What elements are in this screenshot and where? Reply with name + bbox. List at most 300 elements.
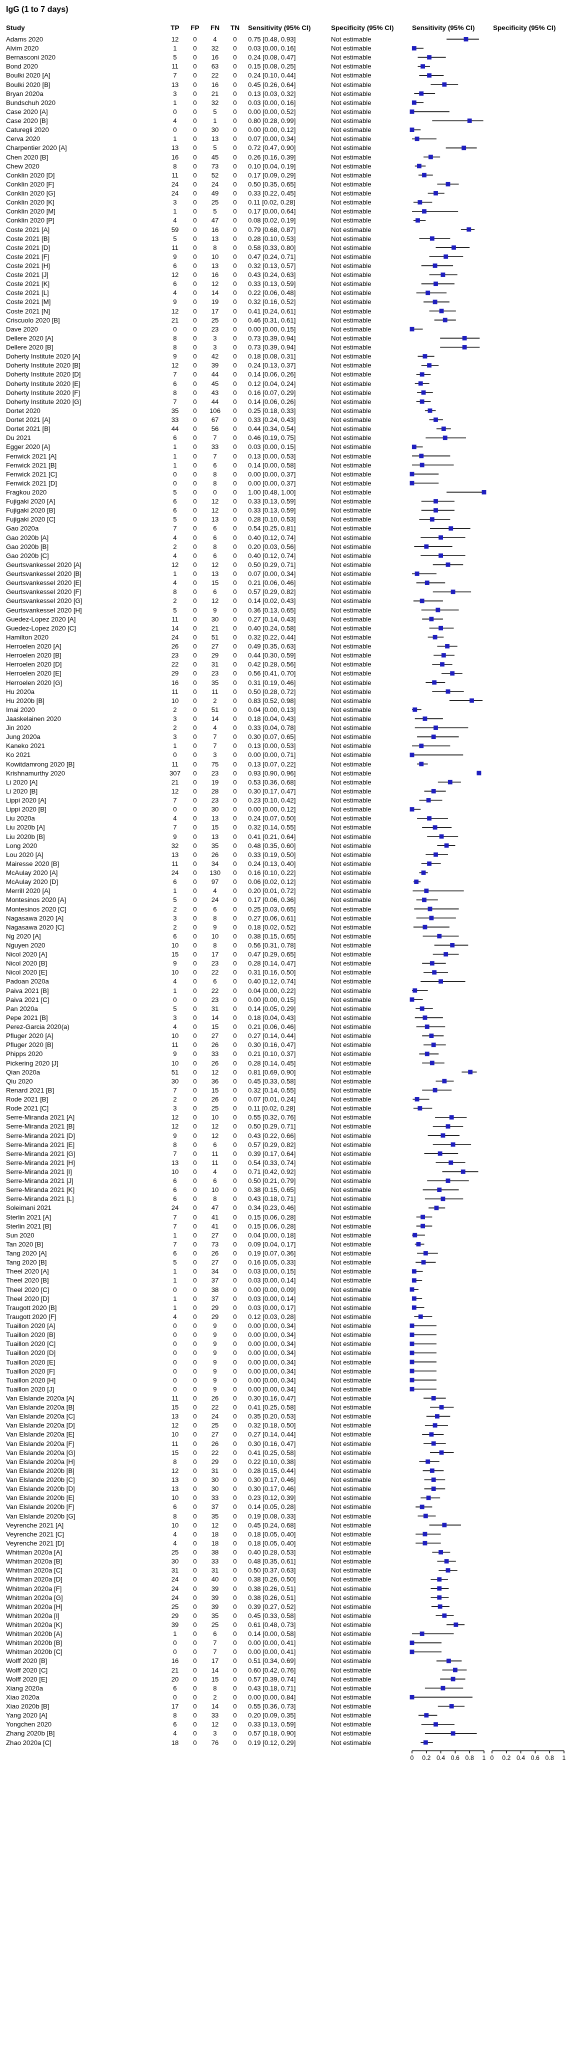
tn-value: 0 bbox=[233, 697, 237, 705]
study-name: Wolff 2020 [E] bbox=[6, 1676, 48, 1684]
sensitivity-ci: 0.20 [0.09, 0.35] bbox=[248, 1712, 296, 1720]
tn-value: 0 bbox=[233, 407, 237, 415]
specificity-value: Not estimable bbox=[331, 725, 372, 733]
sensitivity-ci: 0.08 [0.02, 0.19] bbox=[248, 217, 296, 225]
tp-value: 2 bbox=[173, 1096, 177, 1104]
table-row bbox=[6, 1214, 432, 1221]
tn-value: 0 bbox=[233, 1413, 237, 1421]
point-estimate bbox=[426, 1496, 430, 1500]
study-name: Tuaillon 2020 [A] bbox=[6, 1323, 56, 1331]
table-row bbox=[6, 82, 458, 89]
sensitivity-ci: 0.56 [0.41, 0.70] bbox=[248, 670, 296, 678]
study-name: Nicol 2020 [B] bbox=[6, 960, 48, 968]
point-estimate bbox=[444, 254, 448, 258]
tp-value: 5 bbox=[173, 897, 177, 905]
specificity-value: Not estimable bbox=[331, 1123, 372, 1131]
fn-value: 10 bbox=[211, 1187, 219, 1195]
point-estimate bbox=[446, 182, 450, 186]
specificity-value: Not estimable bbox=[331, 1259, 372, 1267]
tn-value: 0 bbox=[233, 1567, 237, 1575]
fp-value: 0 bbox=[193, 362, 197, 370]
fn-value: 8 bbox=[213, 1685, 217, 1693]
fp-value: 0 bbox=[193, 1323, 197, 1331]
fp-value: 0 bbox=[193, 1386, 197, 1394]
sensitivity-ci: 0.13 [0.07, 0.22] bbox=[248, 761, 296, 769]
tn-value: 0 bbox=[233, 1087, 237, 1095]
table-row bbox=[6, 127, 421, 134]
table-row bbox=[6, 1640, 442, 1647]
fn-value: 14 bbox=[211, 716, 219, 723]
point-estimate bbox=[427, 816, 431, 820]
point-estimate bbox=[449, 1704, 453, 1708]
table-row bbox=[6, 1631, 454, 1638]
specificity-value: Not estimable bbox=[331, 1005, 372, 1013]
table-row bbox=[6, 191, 444, 198]
fn-value: 39 bbox=[211, 1603, 219, 1611]
tp-value: 6 bbox=[173, 1196, 177, 1204]
fp-value: 0 bbox=[193, 806, 197, 814]
study-name: Coste 2021 [F] bbox=[6, 253, 50, 261]
table-row bbox=[6, 372, 431, 379]
tp-value: 22 bbox=[171, 661, 179, 669]
fn-value: 22 bbox=[211, 969, 219, 977]
table-row bbox=[6, 834, 458, 841]
tp-value: 6 bbox=[173, 380, 177, 388]
fn-value: 14 bbox=[211, 290, 219, 298]
tp-value: 1 bbox=[173, 444, 177, 452]
study-name: Li 2020 [B] bbox=[6, 788, 38, 796]
tn-value: 0 bbox=[233, 706, 237, 714]
specificity-tick-label: 0 bbox=[490, 1754, 494, 1762]
tp-value: 6 bbox=[173, 933, 177, 941]
tn-value: 0 bbox=[233, 1341, 237, 1349]
table-row bbox=[6, 1559, 456, 1566]
fp-value: 0 bbox=[193, 1504, 197, 1512]
specificity-value: Not estimable bbox=[331, 534, 372, 542]
study-name: Geurtsvankessel 2020 [B] bbox=[6, 571, 82, 579]
tp-value: 1 bbox=[173, 1631, 177, 1639]
sensitivity-ci: 0.00 [0.00, 0.84] bbox=[248, 1694, 296, 1702]
specificity-value: Not estimable bbox=[331, 770, 372, 778]
sensitivity-ci: 0.23 [0.12, 0.39] bbox=[248, 1495, 296, 1503]
table-row bbox=[6, 924, 449, 931]
table-row bbox=[6, 553, 465, 560]
study-name: Dellere 2020 [B] bbox=[6, 344, 54, 352]
study-name: Serre-Miranda 2021 [B] bbox=[6, 1123, 75, 1131]
fn-value: 6 bbox=[213, 978, 217, 986]
specificity-value: Not estimable bbox=[331, 72, 372, 80]
point-estimate bbox=[441, 1133, 445, 1137]
tp-value: 12 bbox=[171, 362, 179, 370]
fp-value: 0 bbox=[193, 36, 197, 44]
table-row bbox=[6, 1232, 425, 1239]
sensitivity-ci: 0.32 [0.13, 0.57] bbox=[248, 263, 296, 270]
tp-value: 1 bbox=[173, 136, 177, 144]
sensitivity-ci: 0.36 [0.13, 0.65] bbox=[248, 607, 296, 615]
tn-value: 0 bbox=[233, 969, 237, 977]
study-name: Xiao 2020b [B] bbox=[6, 1703, 50, 1711]
fn-value: 9 bbox=[213, 1359, 217, 1367]
tp-value: 1 bbox=[173, 462, 177, 470]
point-estimate bbox=[433, 300, 437, 304]
fp-value: 0 bbox=[193, 960, 197, 968]
fn-value: 13 bbox=[211, 136, 219, 144]
fp-value: 0 bbox=[193, 987, 197, 995]
fp-value: 0 bbox=[193, 462, 197, 470]
fp-value: 0 bbox=[193, 1631, 197, 1639]
study-name: Van Elslande 2020a [E] bbox=[6, 1431, 75, 1439]
study-name: Dellere 2020 [A] bbox=[6, 335, 54, 343]
sensitivity-ci: 0.18 [0.02, 0.52] bbox=[248, 924, 296, 932]
tp-value: 1 bbox=[173, 1232, 177, 1240]
table-row bbox=[6, 589, 471, 596]
tn-value: 0 bbox=[233, 643, 237, 651]
specificity-value: Not estimable bbox=[331, 1558, 372, 1566]
fn-value: 27 bbox=[211, 1232, 219, 1240]
tn-value: 0 bbox=[233, 380, 237, 388]
table-row bbox=[6, 988, 428, 995]
study-name: Ko 2021 bbox=[6, 752, 31, 760]
table-row bbox=[6, 852, 448, 859]
table-row bbox=[6, 1033, 444, 1040]
study-name: Lippi 2020 [A] bbox=[6, 797, 47, 805]
fp-value: 0 bbox=[193, 580, 197, 588]
specificity-value: Not estimable bbox=[331, 1159, 372, 1167]
tp-value: 24 bbox=[171, 870, 179, 878]
table-row bbox=[6, 1450, 454, 1457]
point-estimate bbox=[421, 1260, 425, 1264]
sensitivity-ci: 0.07 [0.00, 0.34] bbox=[248, 571, 296, 579]
sensitivity-ci: 0.30 [0.16, 0.47] bbox=[248, 1440, 296, 1448]
specificity-value: Not estimable bbox=[331, 1667, 372, 1675]
fn-value: 4 bbox=[213, 1169, 217, 1176]
specificity-tick-label: 0.8 bbox=[545, 1754, 554, 1762]
fp-value: 0 bbox=[193, 870, 197, 878]
fp-value: 0 bbox=[193, 1169, 197, 1176]
study-name: Nagasawa 2020 [C] bbox=[6, 924, 64, 932]
specificity-value: Not estimable bbox=[331, 879, 372, 887]
study-name: Soleimani 2021 bbox=[6, 1205, 52, 1213]
table-row bbox=[6, 1604, 449, 1611]
tp-value: 8 bbox=[173, 1141, 177, 1149]
point-estimate bbox=[443, 436, 447, 440]
tp-value: 11 bbox=[171, 1042, 179, 1050]
sensitivity-ci: 0.56 [0.31, 0.78] bbox=[248, 942, 296, 950]
tn-value: 0 bbox=[233, 652, 237, 660]
sensitivity-ci: 0.00 [0.00, 0.34] bbox=[248, 1386, 296, 1394]
study-name: Paiva 2021 [C] bbox=[6, 996, 50, 1004]
tn-value: 0 bbox=[233, 788, 237, 796]
fp-value: 0 bbox=[193, 1458, 197, 1466]
table-row bbox=[6, 680, 445, 687]
fp-value: 0 bbox=[193, 1585, 197, 1593]
tn-value: 0 bbox=[233, 1612, 237, 1620]
point-estimate bbox=[410, 109, 414, 113]
tn-value: 0 bbox=[233, 1395, 237, 1403]
study-name: Paiva 2021 [B] bbox=[6, 987, 49, 995]
tp-value: 4 bbox=[173, 1730, 177, 1738]
sensitivity-ci: 0.24 [0.08, 0.47] bbox=[248, 54, 296, 62]
tp-value: 39 bbox=[171, 1622, 179, 1629]
table-row bbox=[6, 236, 450, 243]
table-row bbox=[6, 1586, 449, 1593]
specificity-value: Not estimable bbox=[331, 888, 372, 896]
point-estimate bbox=[421, 64, 425, 68]
specificity-value: Not estimable bbox=[331, 1359, 372, 1367]
fp-value: 0 bbox=[193, 299, 197, 307]
study-name: Veyrenche 2021 [A] bbox=[6, 1522, 64, 1530]
table-row bbox=[6, 1015, 443, 1022]
table-row bbox=[6, 1069, 477, 1076]
point-estimate bbox=[423, 1740, 427, 1744]
tp-value: 11 bbox=[171, 63, 179, 71]
table-row bbox=[6, 1350, 436, 1357]
fp-value: 0 bbox=[193, 1096, 197, 1104]
fp-value: 0 bbox=[193, 679, 197, 687]
specificity-value: Not estimable bbox=[331, 272, 372, 280]
tp-value: 11 bbox=[171, 860, 179, 868]
study-name: Van Elslande 2020b [B] bbox=[6, 1467, 75, 1475]
point-estimate bbox=[449, 526, 453, 530]
study-name: Doherty Institute 2020 [F] bbox=[6, 389, 81, 397]
fn-value: 19 bbox=[211, 779, 219, 787]
tp-value: 4 bbox=[173, 217, 177, 225]
specificity-value: Not estimable bbox=[331, 335, 372, 343]
point-estimate bbox=[448, 780, 452, 784]
point-estimate bbox=[439, 1550, 443, 1554]
table-row bbox=[6, 345, 480, 352]
tn-value: 0 bbox=[233, 1640, 237, 1648]
point-estimate bbox=[426, 798, 430, 802]
table-row bbox=[6, 1341, 436, 1348]
specificity-value: Not estimable bbox=[331, 54, 372, 62]
fn-value: 39 bbox=[211, 1594, 219, 1602]
tn-value: 0 bbox=[233, 1721, 237, 1729]
specificity-value: Not estimable bbox=[331, 1241, 372, 1249]
sensitivity-ci: 0.73 [0.39, 0.94] bbox=[248, 335, 296, 343]
sensitivity-ci: 0.20 [0.03, 0.56] bbox=[248, 543, 296, 551]
fp-value: 0 bbox=[193, 380, 197, 388]
tp-value: 11 bbox=[171, 761, 179, 769]
sensitivity-ci: 0.81 [0.69, 0.90] bbox=[248, 1069, 296, 1077]
study-name: Liu 2020a bbox=[6, 815, 35, 823]
tp-value: 51 bbox=[171, 1069, 179, 1077]
tp-value: 24 bbox=[171, 190, 179, 198]
tn-value: 0 bbox=[233, 1576, 237, 1584]
point-estimate bbox=[431, 789, 435, 793]
sensitivity-ci: 0.00 [0.00, 0.34] bbox=[248, 1332, 296, 1340]
tn-value: 0 bbox=[233, 1069, 237, 1077]
sensitivity-ci: 0.10 [0.04, 0.19] bbox=[248, 163, 296, 171]
point-estimate bbox=[427, 861, 431, 865]
tn-value: 0 bbox=[233, 371, 237, 379]
fn-value: 9 bbox=[213, 1341, 217, 1349]
specificity-value: Not estimable bbox=[331, 1440, 372, 1448]
tp-value: 0 bbox=[173, 1694, 177, 1702]
sensitivity-ci: 0.46 [0.31, 0.61] bbox=[248, 317, 296, 325]
table-row bbox=[6, 816, 448, 823]
sensitivity-ci: 0.38 [0.15, 0.65] bbox=[248, 933, 296, 941]
tp-value: 12 bbox=[171, 788, 179, 796]
tp-value: 307 bbox=[169, 770, 181, 778]
tn-value: 0 bbox=[233, 1377, 237, 1385]
specificity-value: Not estimable bbox=[331, 145, 372, 153]
sensitivity-ci: 0.16 [0.10, 0.22] bbox=[248, 870, 296, 878]
tn-value: 0 bbox=[233, 63, 237, 71]
tp-value: 15 bbox=[171, 1404, 179, 1412]
fp-value: 0 bbox=[193, 1667, 197, 1675]
fp-value: 0 bbox=[193, 326, 197, 334]
specificity-value: Not estimable bbox=[331, 1033, 372, 1041]
sensitivity-tick-label: 0 bbox=[410, 1754, 414, 1762]
fn-value: 106 bbox=[209, 407, 221, 415]
point-estimate bbox=[421, 390, 425, 394]
sensitivity-ci: 0.04 [0.00, 0.22] bbox=[248, 987, 296, 995]
tp-value: 4 bbox=[173, 118, 177, 126]
point-estimate bbox=[412, 1269, 416, 1273]
fn-value: 24 bbox=[211, 897, 219, 905]
study-name: Bond 2020 bbox=[6, 63, 38, 71]
table-row bbox=[6, 1142, 471, 1149]
tp-value: 31 bbox=[171, 1567, 179, 1575]
tp-value: 0 bbox=[173, 1286, 177, 1294]
fp-value: 0 bbox=[193, 1123, 197, 1131]
sensitivity-ci: 0.41 [0.25, 0.58] bbox=[248, 1404, 296, 1412]
study-name: Conklin 2020 [P] bbox=[6, 217, 55, 225]
fp-value: 0 bbox=[193, 607, 197, 615]
tn-value: 0 bbox=[233, 607, 237, 615]
study-name: Wolff 2020 [B] bbox=[6, 1658, 48, 1666]
sensitivity-ci: 0.32 [0.16, 0.52] bbox=[248, 299, 296, 307]
specificity-value: Not estimable bbox=[331, 1694, 372, 1702]
fn-value: 8 bbox=[213, 471, 217, 479]
sensitivity-ci: 0.33 [0.22, 0.45] bbox=[248, 190, 296, 198]
fn-value: 73 bbox=[211, 163, 219, 171]
point-estimate bbox=[410, 1333, 414, 1337]
sensitivity-ci: 0.00 [0.00, 0.37] bbox=[248, 471, 296, 479]
study-name: Egger 2020 [A] bbox=[6, 444, 50, 452]
sensitivity-ci: 0.28 [0.14, 0.45] bbox=[248, 1060, 296, 1068]
point-estimate bbox=[477, 771, 481, 775]
fn-value: 35 bbox=[211, 1612, 219, 1620]
tn-value: 0 bbox=[233, 534, 237, 542]
specificity-value: Not estimable bbox=[331, 616, 372, 624]
table-row bbox=[6, 1205, 445, 1212]
study-name: Sterlin 2021 [B] bbox=[6, 1223, 52, 1231]
tp-value: 10 bbox=[171, 1033, 179, 1041]
specificity-value: Not estimable bbox=[331, 435, 372, 443]
specificity-tick-label: 0.6 bbox=[530, 1754, 540, 1762]
fn-value: 14 bbox=[211, 1014, 219, 1022]
tn-value: 0 bbox=[233, 453, 237, 461]
sensitivity-ci: 0.31 [0.16, 0.50] bbox=[248, 969, 296, 977]
point-estimate bbox=[423, 925, 427, 929]
point-estimate bbox=[410, 1650, 414, 1654]
sensitivity-ci: 0.13 [0.03, 0.32] bbox=[248, 90, 296, 98]
sensitivity-ci: 0.11 [0.02, 0.28] bbox=[248, 1105, 296, 1113]
tn-value: 0 bbox=[233, 1495, 237, 1503]
fp-value: 0 bbox=[193, 833, 197, 841]
fn-value: 7 bbox=[213, 1649, 217, 1657]
specificity-value: Not estimable bbox=[331, 1404, 372, 1412]
point-estimate bbox=[410, 1351, 414, 1355]
fn-value: 33 bbox=[211, 444, 219, 452]
fp-value: 0 bbox=[193, 1558, 197, 1566]
point-estimate bbox=[418, 381, 422, 385]
study-name: Veyrenche 2021 [C] bbox=[6, 1531, 64, 1539]
sensitivity-ci: 0.13 [0.00, 0.53] bbox=[248, 453, 296, 461]
tn-value: 0 bbox=[233, 1159, 237, 1167]
sensitivity-ci: 0.32 [0.14, 0.55] bbox=[248, 1087, 296, 1095]
fn-value: 15 bbox=[211, 1087, 219, 1095]
specificity-value: Not estimable bbox=[331, 525, 372, 533]
point-estimate bbox=[439, 626, 443, 630]
fp-value: 0 bbox=[193, 1640, 197, 1648]
table-row bbox=[6, 1676, 465, 1683]
point-estimate bbox=[442, 1523, 446, 1527]
fn-value: 17 bbox=[211, 1658, 219, 1666]
study-name: Geurtsvankessel 2020 [A] bbox=[6, 561, 82, 569]
sensitivity-ci: 0.21 [0.06, 0.46] bbox=[248, 580, 296, 588]
study-name: Serre-Miranda 2021 [G] bbox=[6, 1150, 76, 1158]
table-row bbox=[6, 943, 468, 950]
point-estimate bbox=[431, 1441, 435, 1445]
table-row bbox=[6, 100, 424, 107]
specificity-value: Not estimable bbox=[331, 897, 372, 905]
fn-value: 22 bbox=[211, 1449, 219, 1457]
header-tp: TP bbox=[170, 25, 180, 32]
sensitivity-ci: 0.83 [0.52, 0.98] bbox=[248, 697, 296, 705]
tn-value: 0 bbox=[233, 1286, 237, 1294]
tp-value: 16 bbox=[171, 679, 179, 687]
fp-value: 0 bbox=[193, 752, 197, 760]
point-estimate bbox=[462, 345, 466, 349]
tn-value: 0 bbox=[233, 1024, 237, 1032]
fp-value: 0 bbox=[193, 253, 197, 261]
tp-value: 24 bbox=[171, 1576, 179, 1584]
fp-value: 0 bbox=[193, 308, 197, 316]
table-row bbox=[6, 1124, 463, 1131]
study-name: Alvim 2020 bbox=[6, 45, 39, 53]
sensitivity-ci: 0.00 [0.00, 0.09] bbox=[248, 1286, 296, 1294]
tn-value: 0 bbox=[233, 915, 237, 923]
table-row bbox=[6, 644, 457, 651]
table-row bbox=[6, 562, 463, 569]
study-name: Zhao 2020a [C] bbox=[6, 1739, 52, 1747]
fn-value: 22 bbox=[211, 1404, 219, 1412]
study-name: Herroelen 2020 [G] bbox=[6, 679, 63, 687]
tp-value: 24 bbox=[171, 181, 179, 189]
sensitivity-ci: 0.00 [0.00, 0.34] bbox=[248, 1368, 296, 1376]
sensitivity-ci: 0.07 [0.01, 0.24] bbox=[248, 1096, 296, 1104]
point-estimate bbox=[424, 889, 428, 893]
fp-value: 0 bbox=[193, 1549, 197, 1557]
specificity-value: Not estimable bbox=[331, 1449, 372, 1457]
specificity-value: Not estimable bbox=[331, 1540, 372, 1548]
point-estimate bbox=[446, 1568, 450, 1572]
tn-value: 0 bbox=[233, 489, 237, 497]
fn-value: 25 bbox=[211, 1422, 219, 1430]
point-estimate bbox=[425, 1052, 429, 1056]
table-row bbox=[6, 1377, 436, 1384]
fp-value: 0 bbox=[193, 1295, 197, 1303]
tp-value: 24 bbox=[171, 1594, 179, 1602]
tn-value: 0 bbox=[233, 45, 237, 53]
tp-value: 0 bbox=[173, 1640, 177, 1648]
fp-value: 0 bbox=[193, 842, 197, 850]
fp-value: 0 bbox=[193, 1368, 197, 1376]
fn-value: 17 bbox=[211, 951, 219, 959]
